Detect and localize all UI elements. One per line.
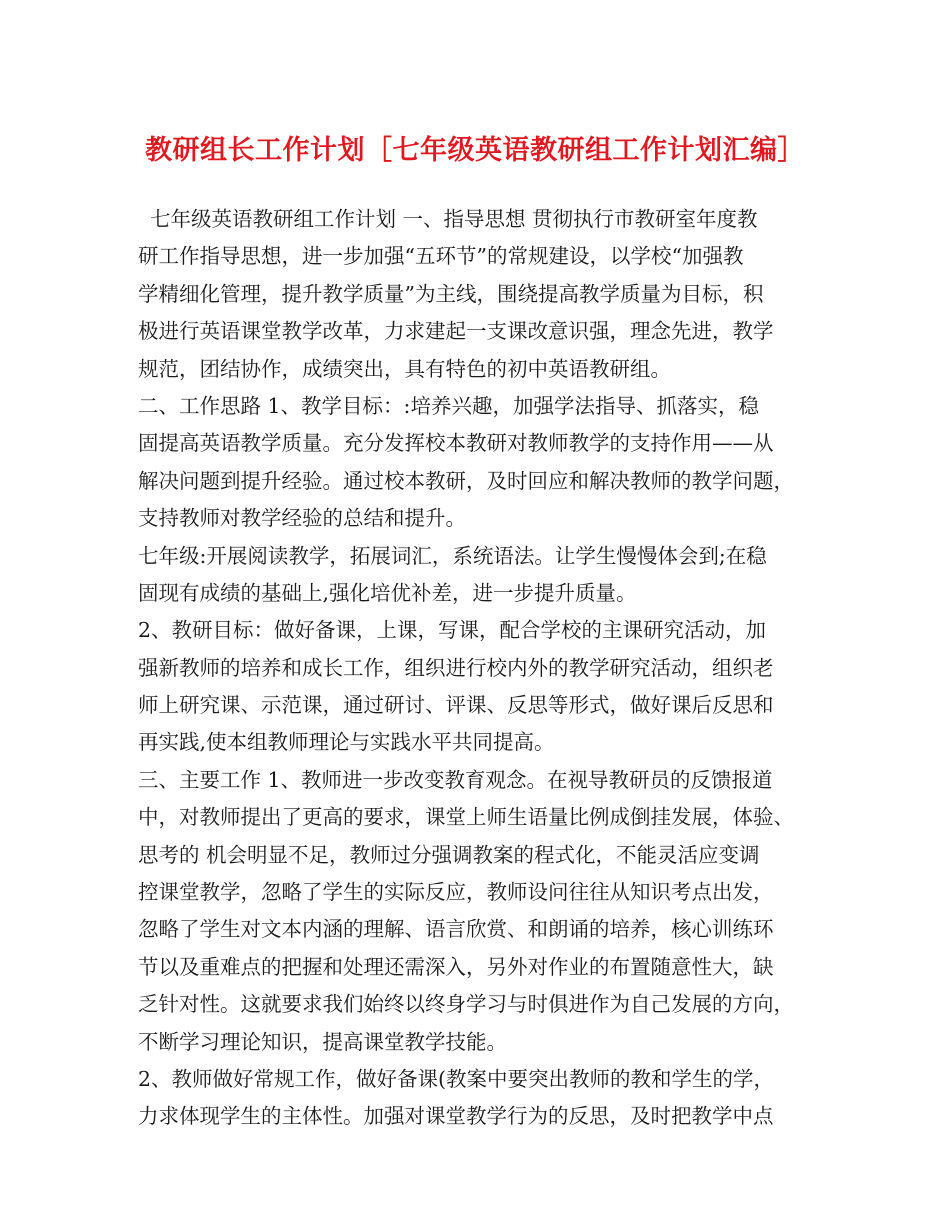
- text-line: 固现有成绩的基础上,强化培优补差，进一步提升质量。: [138, 580, 637, 605]
- text-line: 节以及重难点的把握和处理还需深入，另外对作业的布置随意性大，缺: [138, 954, 774, 979]
- text-line: 再实践,使本组教师理论与实践水平共同提高。: [138, 730, 555, 755]
- document-body: [138, 201, 828, 1136]
- text-line: 强新教师的培养和成长工作，组织进行校内外的教学研究活动，组织老: [138, 655, 774, 680]
- text-line: 乏针对性。这就要求我们始终以终身学习与时俱进作为自己发展的方向，: [138, 992, 794, 1017]
- text-line: 控课堂教学，忽略了学生的实际反应，教师设问往往从知识考点出发，: [138, 880, 774, 905]
- document-title: 教研组长工作计划［七年级英语教研组工作计划汇编］: [145, 135, 805, 166]
- text-line: 不断学习理论知识，提高课堂教学技能。: [138, 1029, 507, 1054]
- text-line: 固提高英语教学质量。充分发挥校本教研对教师教学的支持作用——从: [138, 431, 774, 456]
- text-line: 解决问题到提升经验。通过校本教研，及时回应和解决教师的教学问题，: [138, 468, 794, 493]
- text-line: 研工作指导思想，进一步加强“五环节”的常规建设，以学校“加强教: [138, 244, 744, 269]
- text-line: 七年级英语教研组工作计划 一、指导思想 贯彻执行市教研室年度教: [150, 207, 758, 231]
- text-line: 七年级:开展阅读教学，拓展词汇，系统语法。让学生慢慢体会到;在稳: [138, 543, 767, 568]
- text-line: 三、主要工作 1、教师进一步改变教育观念。在视导教研员的反馈报道: [138, 767, 773, 792]
- text-line: 力求体现学生的主体性。加强对课堂教学行为的反思，及时把教学中点: [138, 1104, 774, 1129]
- text-line: 2、教研目标：做好备课，上课，写课，配合学校的主课研究活动，加: [138, 618, 767, 643]
- text-line: 忽略了学生对文本内涵的理解、语言欣赏、和朗诵的培养，核心训练环: [138, 917, 774, 942]
- text-line: 中，对教师提出了更高的要求，课堂上师生语量比例成倒挂发展，体验、: [138, 805, 794, 830]
- text-line: 规范，团结协作，成绩突出，具有特色的初中英语教研组。: [138, 356, 671, 381]
- text-line: 思考的 机会明显不足，教师过分强调教案的程式化，不能灵活应变调: [138, 842, 760, 867]
- text-line: 二、工作思路 1、教学目标：:培养兴趣，加强学法指导、抓落实，稳: [138, 393, 759, 418]
- text-line: 师上研究课、示范课，通过研讨、评课、反思等形式，做好课后反思和: [138, 693, 774, 718]
- text-line: 支持教师对教学经验的总结和提升。: [138, 506, 466, 531]
- text-line: 2、教师做好常规工作，做好备课(教案中要突出教师的教和学生的学，: [138, 1066, 775, 1091]
- text-line: 学精细化管理，提升教学质量”为主线，围绕提高教学质量为目标，积: [138, 281, 764, 306]
- text-line: 极进行英语课堂教学改革，力求建起一支课改意识强，理念先进，教学: [138, 319, 774, 344]
